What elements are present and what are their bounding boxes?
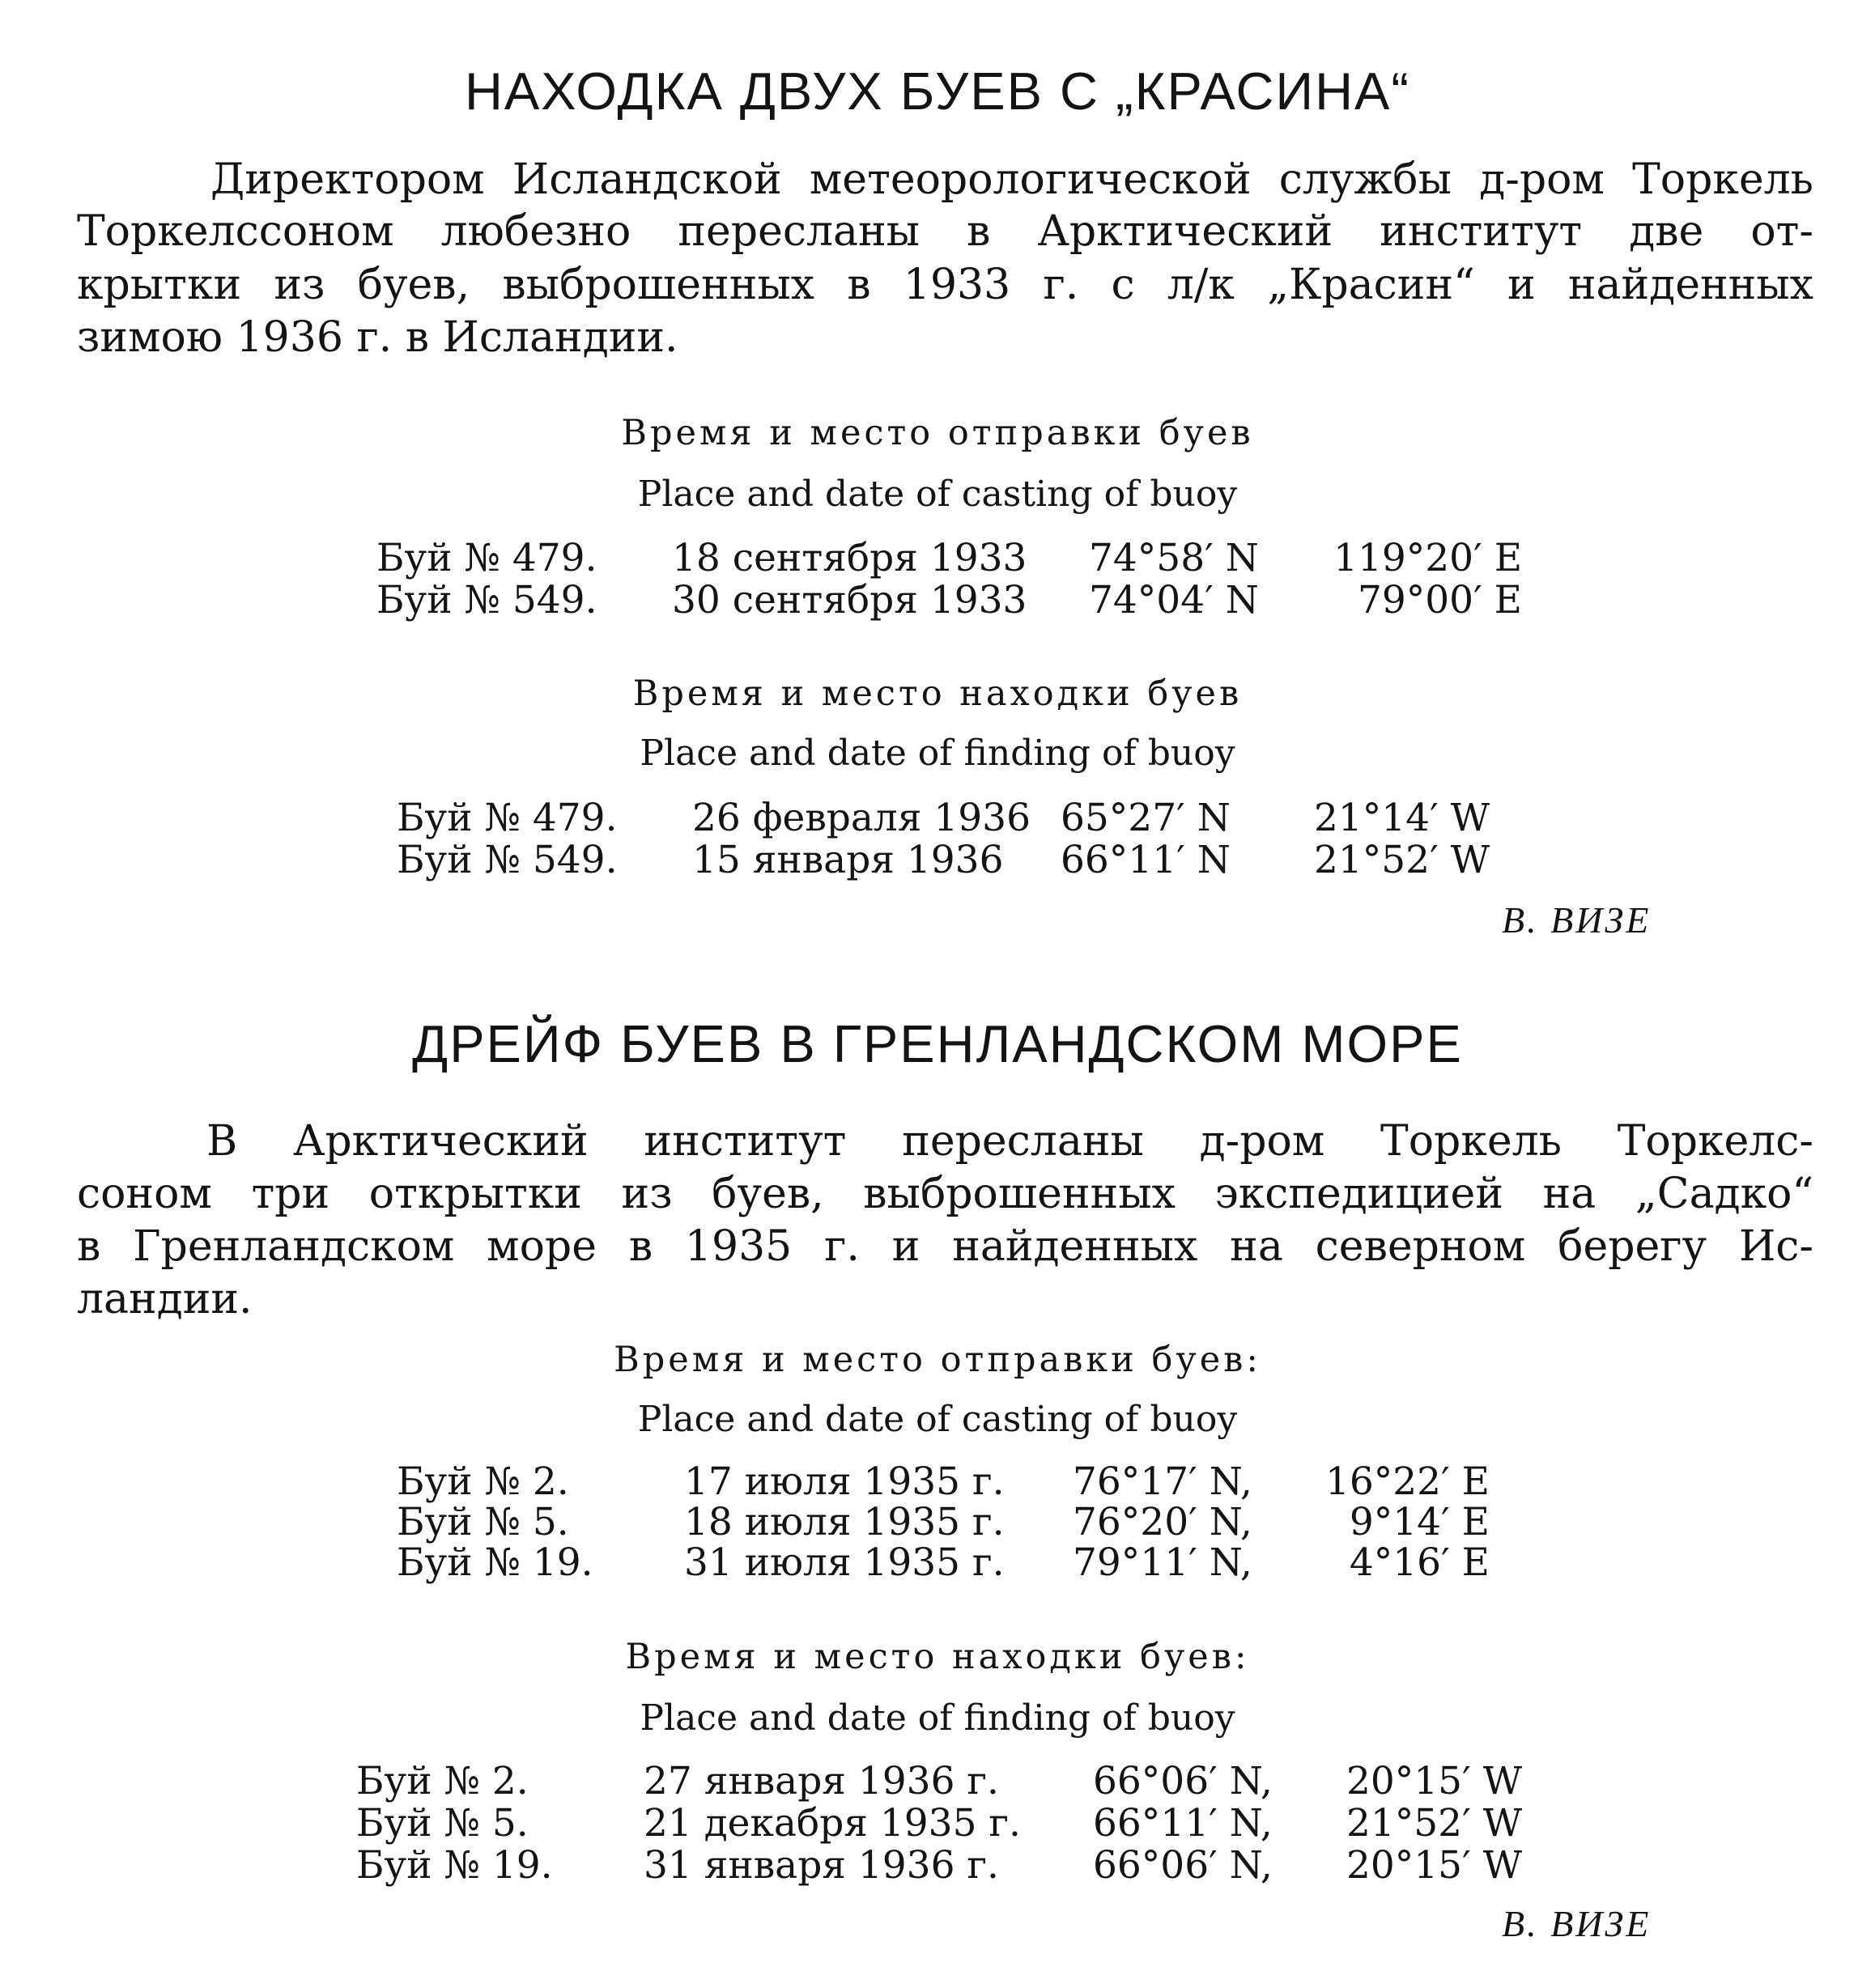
article2-finding-caption-ru: Время и место находки буев:: [625, 1637, 1250, 1677]
buoy-date: 21 декабря 1935 г.: [644, 1801, 1021, 1846]
buoy-date: 17 июля 1935 г.: [684, 1459, 1005, 1504]
buoy-latitude: 65°27′ N: [1061, 796, 1231, 840]
buoy-latitude: 66°06′ N,: [1093, 1759, 1273, 1803]
article1-casting-row: [0, 536, 1875, 584]
article1-finding-caption-en: Place and date of finding of buoy: [640, 733, 1235, 774]
buoy-longitude: 20°15′ W: [1346, 1759, 1522, 1803]
article2-paragraph-line: соном три открытки из буев, выброшенных экспедицией на „Садко“: [77, 1170, 1813, 1218]
article2-paragraph-line: ландии.: [77, 1275, 253, 1323]
buoy-longitude: 20°15′ W: [1346, 1843, 1522, 1888]
buoy-date: 18 сентября 1933: [672, 536, 1027, 580]
article2-casting-row: [0, 1540, 1875, 1589]
article1-finding-row: [0, 796, 1875, 844]
article1-casting-row: [0, 578, 1875, 627]
buoy-date: 27 января 1936 г.: [644, 1759, 999, 1803]
buoy-latitude: 79°11′ N,: [1073, 1540, 1252, 1585]
buoy-number: Буй № 19.: [356, 1843, 553, 1888]
article1-signature: В. ВИЗЕ: [1502, 899, 1652, 941]
article2-finding-row: [0, 1843, 1875, 1892]
article2-title: ДРЕЙФ БУЕВ В ГРЕНЛАНДСКОМ МОРЕ: [412, 1014, 1463, 1073]
article2-paragraph-line: в Гренландском море в 1935 г. и найденных на северном берегу Ис-: [77, 1222, 1813, 1271]
buoy-latitude: 66°11′ N,: [1093, 1801, 1273, 1846]
buoy-longitude: 16°22′ E: [1324, 1459, 1490, 1504]
article1-paragraph-line: крытки из буев, выброшенных в 1933 г. с л/к „Красин“ и найденных: [77, 261, 1813, 309]
article2-finding-row: [0, 1801, 1875, 1850]
article1-casting-caption-ru: Время и место отправки буев: [621, 413, 1254, 453]
article1-finding-row: [0, 838, 1875, 886]
buoy-longitude: 9°14′ E: [1349, 1500, 1490, 1544]
buoy-latitude: 76°17′ N,: [1073, 1459, 1252, 1504]
buoy-latitude: 76°20′ N,: [1073, 1500, 1252, 1544]
buoy-number: Буй № 479.: [376, 536, 597, 580]
article2-casting-caption-en: Place and date of casting of buoy: [637, 1399, 1238, 1440]
buoy-number: Буй № 549.: [397, 838, 618, 882]
buoy-longitude: 119°20′ E: [1333, 536, 1522, 580]
buoy-number: Буй № 2.: [356, 1759, 529, 1803]
buoy-number: Буй № 479.: [397, 796, 618, 840]
buoy-number: Буй № 5.: [356, 1801, 529, 1846]
buoy-longitude: 21°52′ W: [1313, 838, 1490, 882]
buoy-date: 26 февраля 1936: [692, 796, 1031, 840]
article2-signature: В. ВИЗЕ: [1502, 1903, 1652, 1944]
buoy-date: 31 января 1936 г.: [644, 1843, 999, 1888]
article1-title: НАХОДКА ДВУХ БУЕВ С „КРАСИНА“: [464, 62, 1411, 121]
buoy-latitude: 66°06′ N,: [1093, 1843, 1273, 1888]
article2-paragraph-line: В Арктический институт пересланы д-ром Торкель Торкелс-: [206, 1117, 1813, 1166]
buoy-number: Буй № 549.: [376, 578, 597, 622]
article1-finding-caption-ru: Время и место находки буев: [632, 673, 1243, 714]
article2-finding-caption-en: Place and date of finding of buoy: [640, 1697, 1235, 1739]
buoy-longitude: 79°00′ E: [1357, 578, 1522, 622]
buoy-date: 30 сентября 1933: [672, 578, 1027, 622]
article1-paragraph-line: Директором Исландской метеорологической службы д-ром Торкель: [210, 155, 1813, 204]
buoy-date: 18 июля 1935 г.: [684, 1500, 1005, 1544]
buoy-number: Буй № 2.: [397, 1459, 569, 1504]
article2-casting-caption-ru: Время и место отправки буев:: [614, 1340, 1261, 1380]
article2-finding-row: [0, 1759, 1875, 1807]
buoy-number: Буй № 5.: [397, 1500, 569, 1544]
buoy-date: 15 января 1936: [692, 838, 1004, 882]
buoy-latitude: 74°04′ N: [1089, 578, 1259, 622]
buoy-latitude: 66°11′ N: [1061, 838, 1231, 882]
buoy-longitude: 4°16′ E: [1349, 1540, 1490, 1585]
buoy-longitude: 21°52′ W: [1346, 1801, 1522, 1846]
buoy-date: 31 июля 1935 г.: [684, 1540, 1005, 1585]
buoy-latitude: 74°58′ N: [1089, 536, 1259, 580]
buoy-longitude: 21°14′ W: [1313, 796, 1490, 840]
article1-casting-caption-en: Place and date of casting of buoy: [637, 474, 1238, 515]
article1-paragraph-line: Торкелссоном любезно пересланы в Арктический институт две от-: [77, 207, 1813, 256]
article1-paragraph-line: зимою 1936 г. в Исландии.: [77, 313, 678, 362]
buoy-number: Буй № 19.: [397, 1540, 593, 1585]
